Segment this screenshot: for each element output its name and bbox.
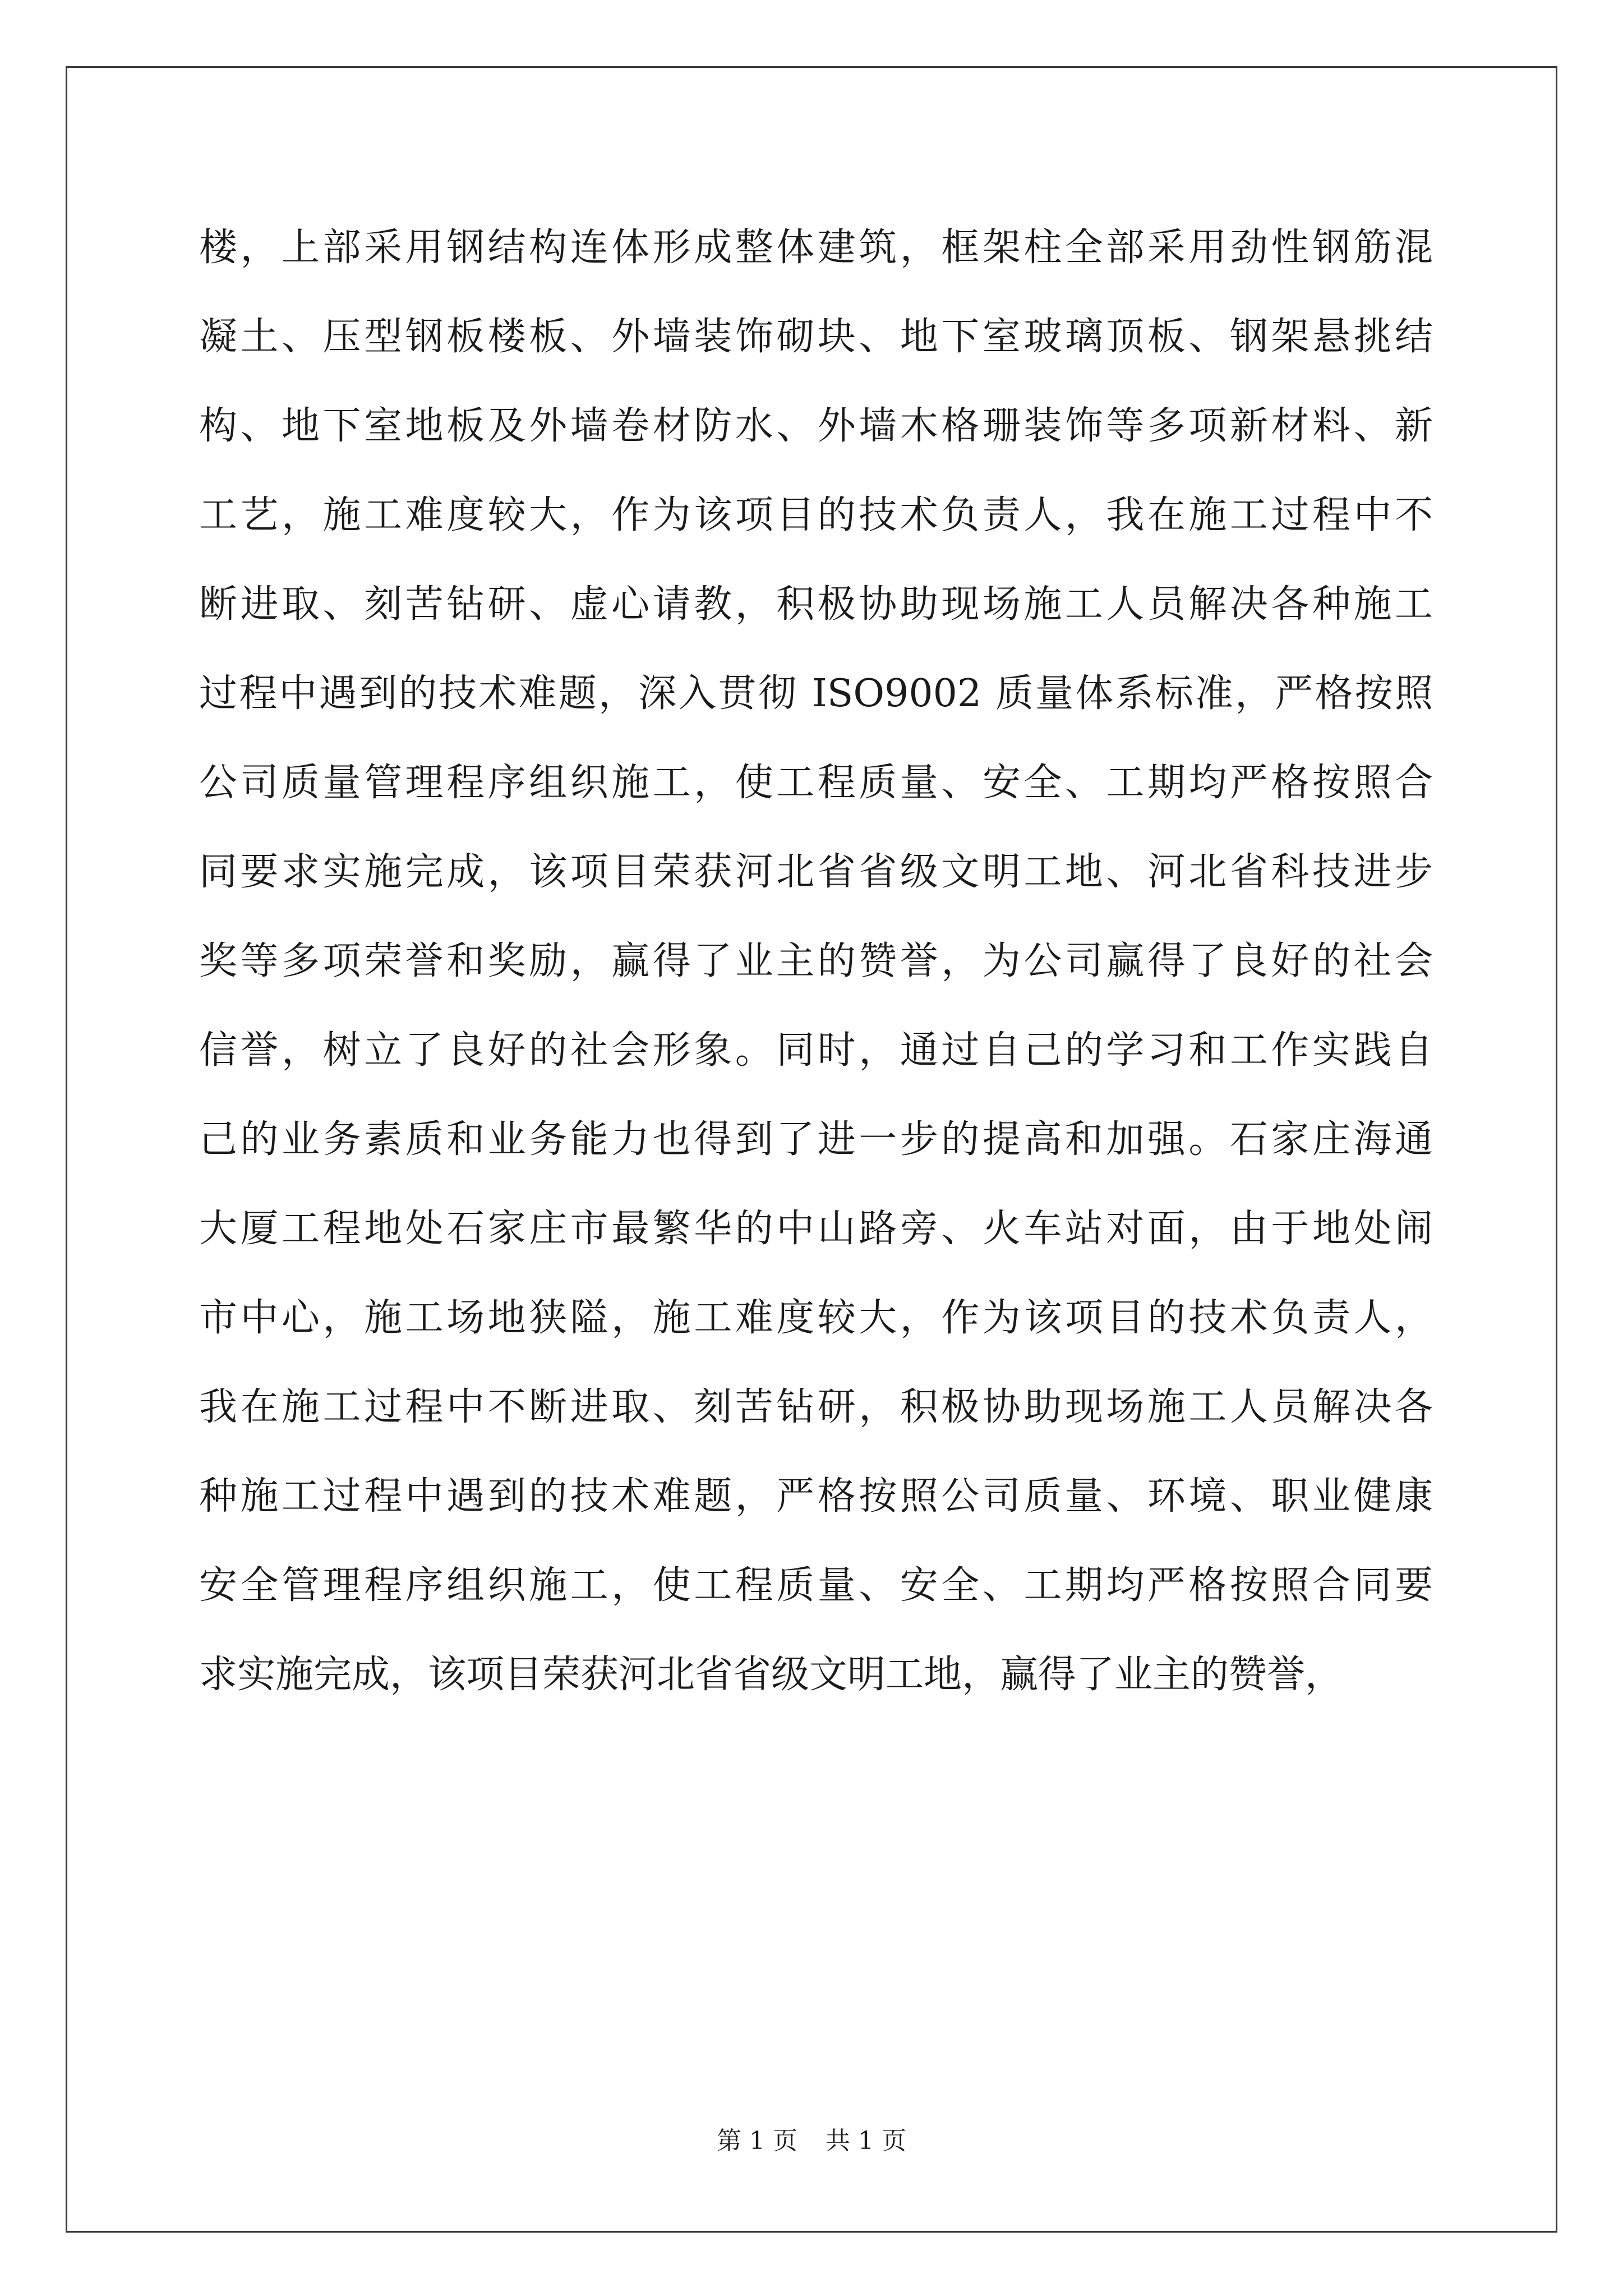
text-line: 安全管理程序组织施工，使工程质量、安全、工期均严格按照合同要 — [199, 1563, 1433, 1608]
page-footer — [0, 2120, 1623, 2156]
text-line: 断进取、刻苦钻研、虚心请教，积极协助现场施工人员解决各种施工 — [199, 582, 1433, 627]
text-line: 工艺，施工难度较大，作为该项目的技术负责人，我在施工过程中不 — [199, 493, 1433, 537]
text-line: 种施工过程中遇到的技术难题，严格按照公司质量、环境、职业健康 — [199, 1474, 1433, 1519]
page-number-current: 第 1 页 — [717, 2127, 797, 2155]
text-line: 过程中遇到的技术难题，深入贯彻 ISO9002 质量体系标准，严格按照 — [199, 671, 1433, 716]
text-line: 大厦工程地处石家庄市最繁华的中山路旁、火车站对面，由于地处闹 — [199, 1207, 1433, 1251]
page-number-total: 共 1 页 — [826, 2127, 906, 2155]
text-line: 凝土、压型钢板楼板、外墙装饰砌块、地下室玻璃顶板、钢架悬挑结 — [199, 315, 1433, 359]
text-line: 楼，上部采用钢结构连体形成整体建筑，框架柱全部采用劲性钢筋混 — [199, 226, 1433, 270]
text-line: 构、地下室地板及外墙卷材防水、外墙木格珊装饰等多项新材料、新 — [199, 404, 1433, 448]
text-line: 同要求实施完成，该项目荣获河北省省级文明工地、河北省科技进步 — [199, 850, 1433, 894]
text-line: 公司质量管理程序组织施工，使工程质量、安全、工期均严格按照合 — [199, 761, 1433, 805]
text-line: 我在施工过程中不断进取、刻苦钻研，积极协助现场施工人员解决各 — [199, 1385, 1433, 1429]
text-line: 己的业务素质和业务能力也得到了进一步的提高和加强。石家庄海通 — [199, 1117, 1433, 1162]
text-line: 奖等多项荣誉和奖励，赢得了业主的赞誉，为公司赢得了良好的社会 — [199, 939, 1433, 983]
text-line: 市中心，施工场地狭隘，施工难度较大，作为该项目的技术负责人， — [199, 1296, 1433, 1340]
text-line: 信誉，树立了良好的社会形象。同时，通过自己的学习和工作实践自 — [199, 1028, 1433, 1073]
document-body — [199, 211, 1433, 1727]
text-line: 求实施完成，该项目荣获河北省省级文明工地，赢得了业主的赞誉， — [199, 1653, 1344, 1697]
